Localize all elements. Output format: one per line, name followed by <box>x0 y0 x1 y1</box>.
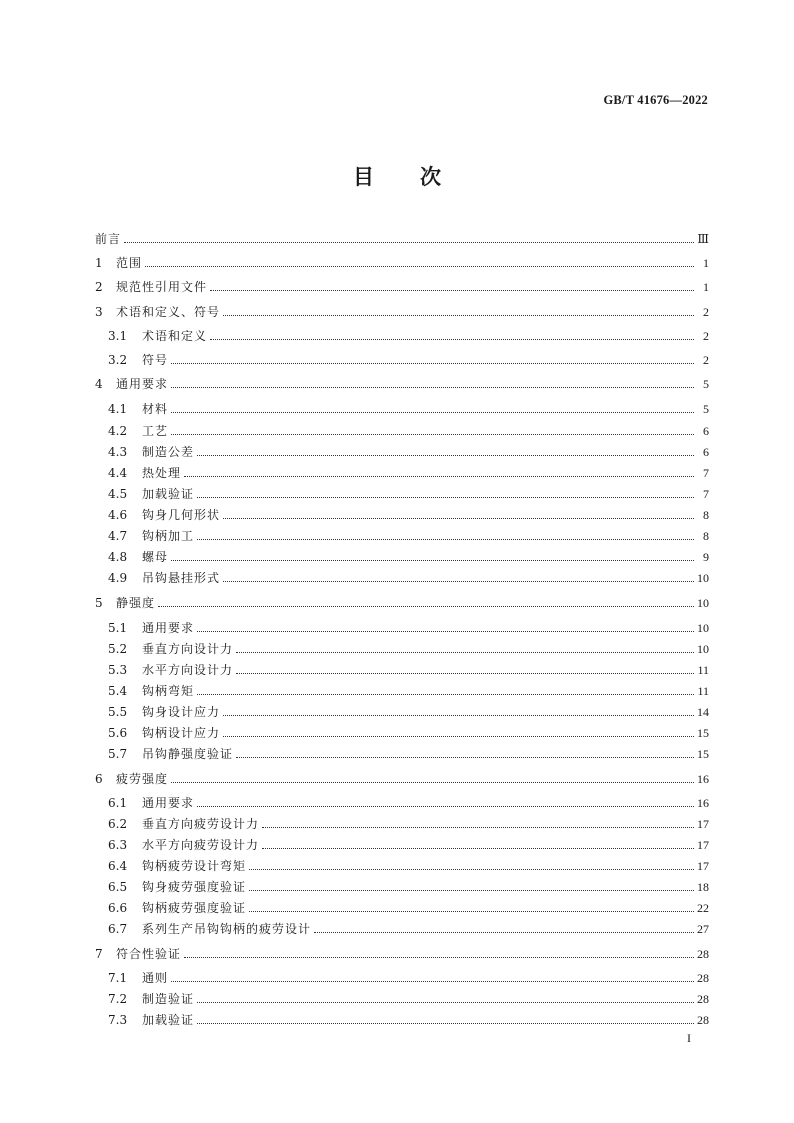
toc-entry-title: 钩身设计应力 <box>142 705 221 719</box>
toc-entry[interactable] <box>108 444 709 460</box>
toc-leader-dots <box>223 705 694 716</box>
standard-code: GB/T 41676—2022 <box>603 93 708 107</box>
toc-entry-title: 加载验证 <box>142 1013 195 1027</box>
toc-entry-page: 15 <box>697 726 709 740</box>
toc-entry-title: 钩柄疲劳强度验证 <box>142 901 247 915</box>
toc-entry-page: 1 <box>703 280 709 294</box>
toc-entry-title: 钩柄弯矩 <box>142 684 195 698</box>
toc-leader-dots <box>210 329 694 340</box>
toc-entry-number: 1 <box>95 256 103 270</box>
toc-entry-page: 2 <box>703 305 709 319</box>
toc-entry-page: 8 <box>703 508 709 522</box>
toc-entry-page: 28 <box>697 1013 709 1027</box>
toc-entry-page: 9 <box>703 550 709 564</box>
toc-entry-page: 11 <box>697 684 709 698</box>
toc-entry-page: 15 <box>697 747 709 761</box>
toc-entry-page: 1 <box>703 256 709 270</box>
toc-leader-dots <box>197 529 694 540</box>
toc-leader-dots <box>145 256 694 267</box>
toc-entry-number: 7.2 <box>108 992 128 1006</box>
toc-entry[interactable] <box>108 816 709 832</box>
toc-leader-dots <box>197 487 694 498</box>
toc-entry-number: 5.1 <box>108 621 128 635</box>
toc-leader-dots <box>197 445 694 456</box>
toc-leader-dots <box>197 1013 694 1024</box>
toc-entry-number: 5.6 <box>108 726 128 740</box>
toc-entry-page: 7 <box>703 466 709 480</box>
toc-entry-page: 17 <box>697 838 709 852</box>
toc-entry-title: 钩柄疲劳设计弯矩 <box>142 859 247 873</box>
toc-entry-title: 范围 <box>116 256 143 270</box>
toc-entry-page: 18 <box>697 880 709 894</box>
toc-leader-dots <box>314 922 694 933</box>
toc-leader-dots <box>210 280 694 291</box>
toc-entry[interactable] <box>108 991 709 1007</box>
toc-entry[interactable] <box>108 837 709 853</box>
toc-leader-dots <box>249 880 694 891</box>
toc-entry[interactable] <box>95 771 709 787</box>
toc-entry-number: 6 <box>95 772 103 786</box>
toc-entry[interactable] <box>95 376 709 392</box>
toc-leader-dots <box>223 305 694 316</box>
toc-entry-number: 5 <box>95 596 103 610</box>
toc-entry-number: 6.1 <box>108 796 128 810</box>
toc-entry-page: Ⅲ <box>697 232 709 246</box>
toc-entry-title: 钩柄加工 <box>142 529 195 543</box>
toc-entry[interactable] <box>108 704 709 720</box>
toc-entry-title: 吊钩悬挂形式 <box>142 571 221 585</box>
toc-entry-number: 6.2 <box>108 817 128 831</box>
toc-leader-dots <box>249 901 694 912</box>
toc-entry-title: 符合性验证 <box>116 947 182 961</box>
toc-entry-title: 水平方向设计力 <box>142 663 234 677</box>
toc-entry[interactable] <box>108 423 709 439</box>
toc-entry-title: 通用要求 <box>116 377 169 391</box>
toc-entry-number: 7.3 <box>108 1013 128 1027</box>
toc-entry-page: 16 <box>697 796 709 810</box>
toc-entry-title: 钩柄设计应力 <box>142 726 221 740</box>
toc-entry[interactable] <box>95 231 709 247</box>
toc-entry-title: 通用要求 <box>142 621 195 635</box>
toc-entry-title: 前言 <box>95 232 122 246</box>
toc-leader-dots <box>236 663 694 674</box>
toc-entry[interactable] <box>108 921 709 937</box>
toc-leader-dots <box>171 971 694 982</box>
toc-entry-page: 17 <box>697 817 709 831</box>
toc-entry-number: 5.5 <box>108 705 128 719</box>
toc-entry-page: 22 <box>697 901 709 915</box>
toc-entry[interactable] <box>108 879 709 895</box>
toc-entry-page: 28 <box>697 992 709 1006</box>
page-title <box>0 161 794 191</box>
toc-entry-title: 钩身几何形状 <box>142 508 221 522</box>
toc-entry[interactable] <box>108 570 709 586</box>
toc-entry[interactable] <box>108 683 709 699</box>
toc-entry-title: 术语和定义、符号 <box>116 305 221 319</box>
toc-leader-dots <box>197 796 694 807</box>
toc-entry-page: 14 <box>697 705 709 719</box>
toc-entry-title: 制造验证 <box>142 992 195 1006</box>
toc-leader-dots <box>171 424 694 435</box>
toc-leader-dots <box>171 353 694 364</box>
toc-entry-page: 28 <box>697 947 709 961</box>
toc-entry-number: 3.1 <box>108 329 128 343</box>
title-char-2: 次 <box>420 165 441 189</box>
page-number: I <box>687 1031 691 1045</box>
toc-leader-dots <box>262 817 694 828</box>
toc-entry-title: 钩身疲劳强度验证 <box>142 880 247 894</box>
toc-leader-dots <box>223 508 694 519</box>
toc-leader-dots <box>236 747 694 758</box>
toc-entry[interactable] <box>95 946 709 962</box>
toc-entry-page: 16 <box>697 772 709 786</box>
toc-entry-number: 5.2 <box>108 642 128 656</box>
toc-leader-dots <box>124 232 694 243</box>
toc-entry-page: 2 <box>703 353 709 367</box>
toc-entry[interactable] <box>108 970 709 986</box>
toc-entry-page: 7 <box>703 487 709 501</box>
title-char-1: 目 <box>353 165 374 189</box>
toc-entry-number: 3 <box>95 305 103 319</box>
toc-entry-title: 工艺 <box>142 424 169 438</box>
toc-entry-number: 6.7 <box>108 922 128 936</box>
toc-leader-dots <box>236 642 694 653</box>
toc-entry[interactable] <box>108 486 709 502</box>
toc-leader-dots <box>184 466 694 477</box>
toc-entry-title: 吊钩静强度验证 <box>142 747 234 761</box>
toc-leader-dots <box>262 838 694 849</box>
toc-leader-dots <box>223 726 694 737</box>
toc-entry-title: 水平方向疲劳设计力 <box>142 838 260 852</box>
toc-entry-page: 5 <box>703 377 709 391</box>
toc-entry-title: 静强度 <box>116 596 156 610</box>
toc-entry-number: 4.6 <box>108 508 128 522</box>
toc-entry[interactable] <box>95 255 709 271</box>
toc-entry-page: 17 <box>697 859 709 873</box>
toc-entry-page: 28 <box>697 971 709 985</box>
toc-entry-title: 制造公差 <box>142 445 195 459</box>
toc-entry-title: 热处理 <box>142 466 182 480</box>
toc-entry[interactable] <box>108 662 709 678</box>
toc-leader-dots <box>249 859 694 870</box>
toc-entry-page: 6 <box>703 424 709 438</box>
toc-leader-dots <box>171 772 694 783</box>
toc-entry[interactable] <box>95 595 709 611</box>
toc-entry-number: 4.3 <box>108 445 128 459</box>
toc-entry[interactable] <box>108 725 709 741</box>
toc-entry[interactable] <box>108 620 709 636</box>
toc-leader-dots <box>223 571 694 582</box>
toc-entry[interactable] <box>108 328 709 344</box>
toc-entry-number: 6.6 <box>108 901 128 915</box>
toc-entry-number: 4.8 <box>108 550 128 564</box>
toc-entry-number: 4.7 <box>108 529 128 543</box>
toc-entry-number: 2 <box>95 280 103 294</box>
toc-entry-title: 规范性引用文件 <box>116 280 208 294</box>
toc-leader-dots <box>197 621 694 632</box>
toc-entry-number: 4.2 <box>108 424 128 438</box>
toc-entry-title: 术语和定义 <box>142 329 208 343</box>
toc-entry[interactable] <box>108 746 709 762</box>
toc-entry-title: 加载验证 <box>142 487 195 501</box>
toc-entry-title: 疲劳强度 <box>116 772 169 786</box>
toc-entry-number: 6.4 <box>108 859 128 873</box>
toc-entry-page: 10 <box>697 596 709 610</box>
toc-entry-number: 4.5 <box>108 487 128 501</box>
toc-entry-number: 5.4 <box>108 684 128 698</box>
toc-entry-title: 通则 <box>142 971 169 985</box>
toc-entry-title: 垂直方向设计力 <box>142 642 234 656</box>
toc-entry[interactable] <box>108 507 709 523</box>
toc-leader-dots <box>184 947 694 958</box>
toc-entry-number: 3.2 <box>108 353 128 367</box>
toc-entry-number: 4.4 <box>108 466 128 480</box>
toc-entry[interactable] <box>108 1012 709 1028</box>
toc-entry-page: 27 <box>697 922 709 936</box>
toc-entry-page: 8 <box>703 529 709 543</box>
toc-entry[interactable] <box>108 401 709 417</box>
toc-entry[interactable] <box>95 304 709 320</box>
toc-entry[interactable] <box>108 900 709 916</box>
toc-leader-dots <box>197 684 694 695</box>
toc-leader-dots <box>158 596 694 607</box>
toc-entry-title: 螺母 <box>142 550 169 564</box>
toc-leader-dots <box>171 377 694 388</box>
toc-entry[interactable] <box>108 528 709 544</box>
toc-leader-dots <box>197 992 694 1003</box>
toc-leader-dots <box>171 402 694 413</box>
toc-entry-page: 6 <box>703 445 709 459</box>
toc-entry-number: 4.9 <box>108 571 128 585</box>
toc-entry-number: 6.3 <box>108 838 128 852</box>
toc-entry[interactable] <box>108 795 709 811</box>
toc-entry-title: 系列生产吊钩钩柄的疲劳设计 <box>142 922 312 936</box>
toc-entry-page: 5 <box>703 402 709 416</box>
toc-entry[interactable] <box>95 279 709 295</box>
toc-entry-number: 5.7 <box>108 747 128 761</box>
toc-entry-page: 11 <box>697 663 709 677</box>
toc-entry-title: 垂直方向疲劳设计力 <box>142 817 260 831</box>
toc-entry-number: 7.1 <box>108 971 128 985</box>
toc-entry-title: 通用要求 <box>142 796 195 810</box>
toc-entry[interactable] <box>108 641 709 657</box>
toc-entry-title: 符号 <box>142 353 169 367</box>
toc-entry-page: 2 <box>703 329 709 343</box>
toc-entry-number: 6.5 <box>108 880 128 894</box>
toc-entry-number: 4.1 <box>108 402 128 416</box>
toc-entry-number: 5.3 <box>108 663 128 677</box>
toc-entry-title: 材料 <box>142 402 169 416</box>
toc-entry[interactable] <box>108 465 709 481</box>
toc-entry[interactable] <box>108 352 709 368</box>
toc-entry-page: 10 <box>697 642 709 656</box>
toc-entry-page: 10 <box>697 621 709 635</box>
toc-entry-page: 10 <box>697 571 709 585</box>
toc-leader-dots <box>171 550 694 561</box>
toc-entry[interactable] <box>108 549 709 565</box>
toc-entry-number: 7 <box>95 947 103 961</box>
toc-entry-number: 4 <box>95 377 103 391</box>
toc-entry[interactable] <box>108 858 709 874</box>
